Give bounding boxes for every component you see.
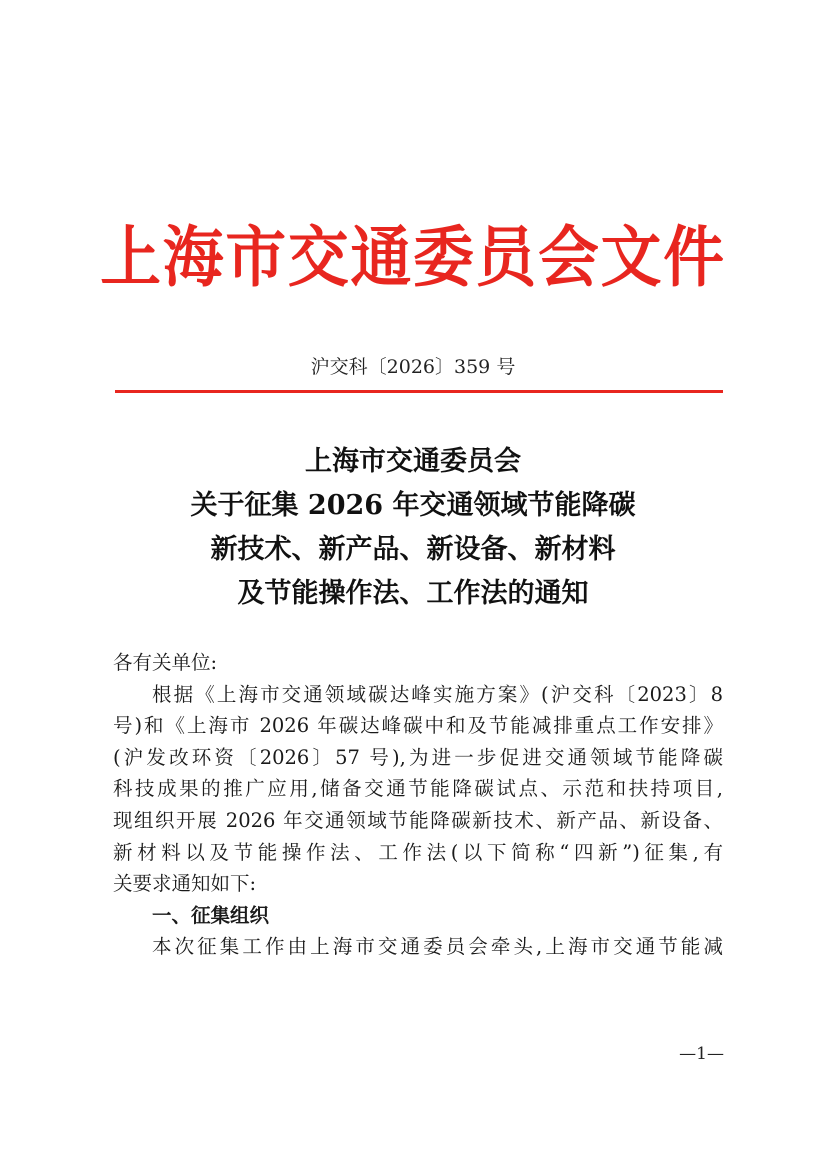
title-line: 关于征集 2026 年交通领域节能降碳 <box>190 490 636 521</box>
paragraph-line: 本次征集工作由上海市交通委员会牵头,上海市交通节能减 <box>152 935 723 959</box>
paragraph-line: (沪发改环资〔2026〕57 号),为进一步促进交通领域节能降碳 <box>113 745 723 769</box>
salutation: 各有关单位: <box>113 651 218 674</box>
title-line: 新技术、新产品、新设备、新材料 <box>210 534 616 565</box>
red-separator-line <box>115 390 723 393</box>
paragraph-line: 科技成果的推广应用,储备交通节能降碳试点、示范和扶持项目, <box>113 777 723 801</box>
title-line: 上海市交通委员会 <box>305 446 521 477</box>
section-heading: 一、征集组织 <box>152 903 270 927</box>
masthead-title: 上海市交通委员会文件 <box>100 218 726 296</box>
paragraph-line: 根据《上海市交通领域碳达峰实施方案》(沪交科〔2023〕8 <box>152 682 723 706</box>
paragraph-line: 号)和《上海市 2026 年碳达峰碳中和及节能减排重点工作安排》 <box>113 714 723 738</box>
document-body <box>113 647 723 963</box>
document-title <box>0 440 826 616</box>
page-number: —1— <box>679 1044 724 1064</box>
paragraph-line: 现组织开展 2026 年交通领域节能降碳新技术、新产品、新设备、 <box>113 808 723 832</box>
title-line: 及节能操作法、工作法的通知 <box>237 578 589 609</box>
document-number: 沪交科〔2026〕359 号 <box>310 356 516 378</box>
paragraph-line: 关要求通知如下: <box>113 872 257 896</box>
paragraph-line: 新材料以及节能操作法、工作法(以下简称“四新”)征集,有 <box>113 840 723 864</box>
